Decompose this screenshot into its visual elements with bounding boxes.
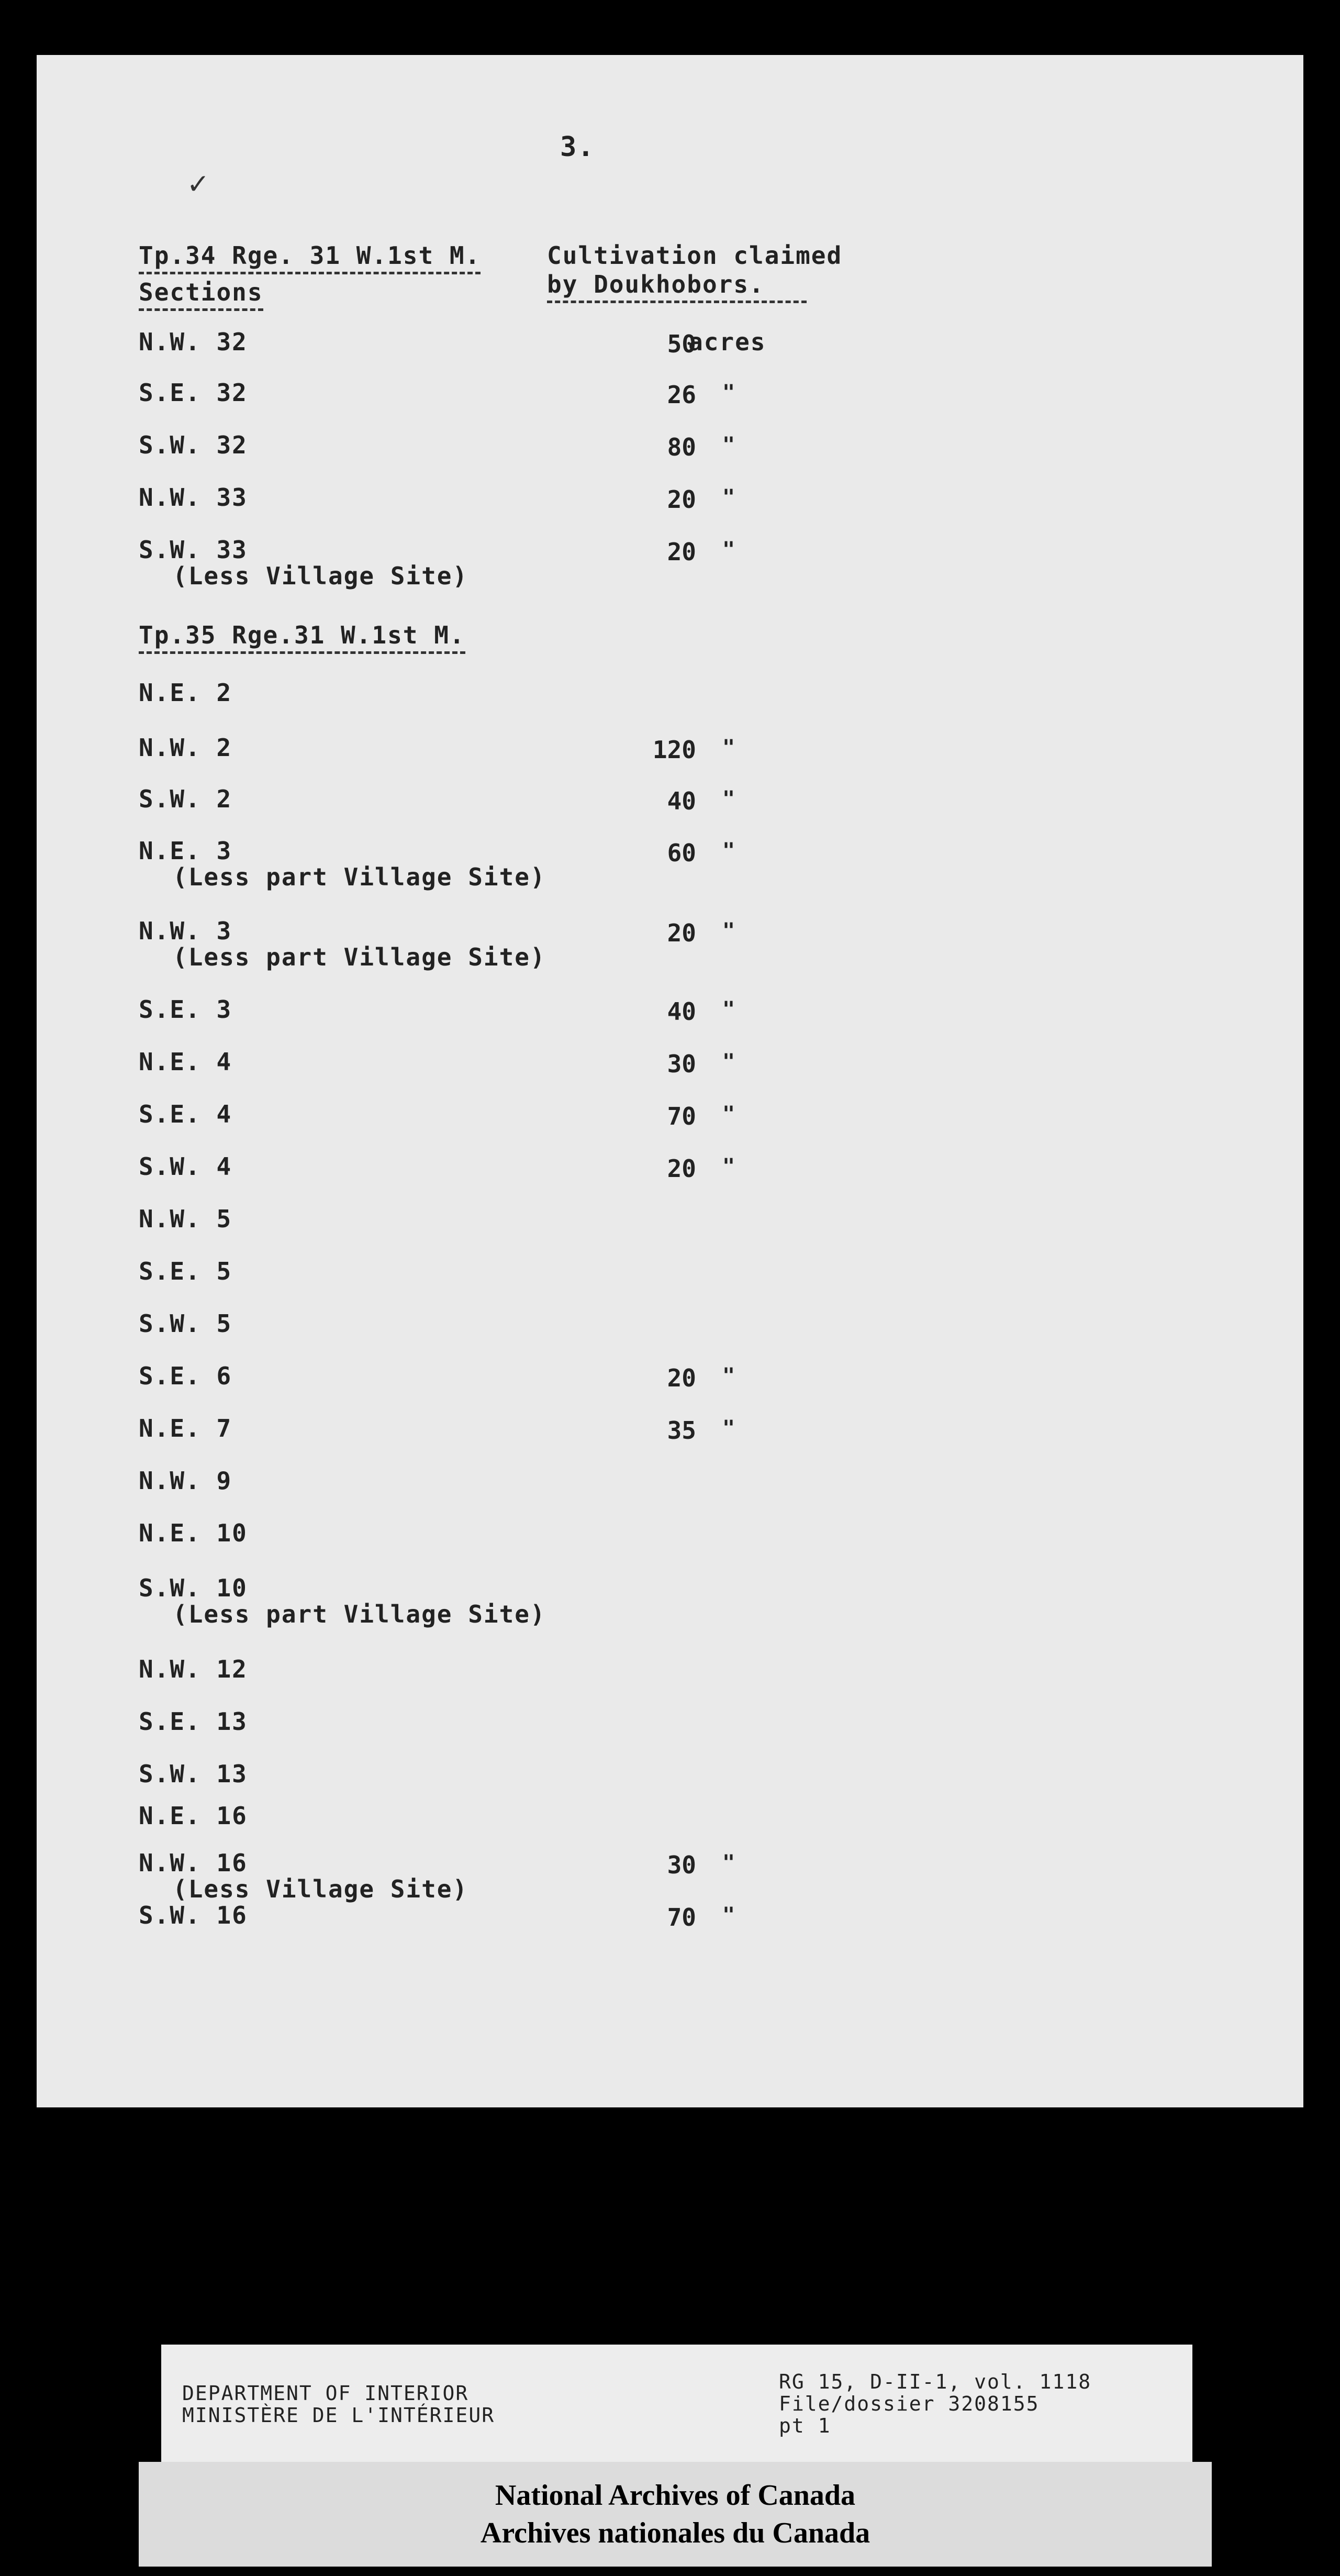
part-number: pt 1 [779,2414,831,2437]
cultivated-acres: 50 [667,330,696,358]
cultivated-acres: 80 [667,433,696,461]
section-label: N.E. 2 [139,679,232,707]
document-page [37,55,1303,2107]
section-label: S.E. 32 [139,379,248,407]
cultivated-acres: 30 [667,1851,696,1879]
column-header-cultivation: Cultivation claimed [547,241,843,270]
column-header-sections: Sections [139,280,263,311]
section-label: S.W. 4 [139,1152,232,1181]
section-label: N.E. 10 [139,1519,248,1547]
section-label: S.E. 6 [139,1362,232,1390]
section-label: N.W. 16 [139,1849,248,1877]
check-mark-icon: ✓ [188,165,208,202]
section-note: (Less Village Site) [173,1875,468,1903]
section-label: N.E. 7 [139,1414,232,1442]
column-header-doukhobors: by Doukhobors. [547,272,807,303]
department-fr: MINISTÈRE DE L'INTÉRIEUR [182,2404,495,2427]
section-label: N.W. 9 [139,1467,232,1495]
cultivated-acres: 26 [667,381,696,409]
cultivated-acres: 20 [667,485,696,514]
section-label: S.W. 32 [139,431,248,459]
cultivated-acres: 20 [667,538,696,566]
ditto-mark: " [722,736,735,760]
section-label: S.E. 5 [139,1257,232,1285]
section-label: N.W. 12 [139,1655,248,1683]
ditto-mark: " [722,839,735,863]
ditto-mark: " [722,787,735,811]
cultivated-acres: 35 [667,1416,696,1445]
record-group: RG 15, D-II-1, vol. 1118 [779,2370,1092,2393]
section-label: N.W. 33 [139,483,248,512]
ditto-mark: " [722,1102,735,1126]
ditto-mark: " [722,1416,735,1440]
section-label: N.E. 3 [139,837,232,865]
archives-banner [139,2462,1212,2567]
cultivated-acres: 30 [667,1050,696,1078]
section-label: S.W. 10 [139,1574,248,1602]
archive-label [161,2345,1192,2469]
archives-name-fr: Archives nationales du Canada [480,2517,870,2549]
ditto-mark: " [722,381,735,405]
section-note: (Less Village Site) [173,562,468,590]
unit-label: acres [688,328,766,356]
township-heading-34: Tp.34 Rge. 31 W.1st M. [139,243,481,274]
ditto-mark: " [722,1903,735,1927]
section-label: S.W. 16 [139,1901,248,1929]
archives-name-en: National Archives of Canada [495,2479,856,2512]
section-label: N.W. 3 [139,917,232,945]
page-number: 3. [560,131,595,163]
cultivated-acres: 20 [667,1364,696,1392]
section-label: S.W. 2 [139,785,232,813]
section-label: N.W. 5 [139,1205,232,1233]
ditto-mark: " [722,1154,735,1179]
ditto-mark: " [722,1364,735,1388]
section-note: (Less part Village Site) [173,863,546,891]
section-label: N.E. 4 [139,1048,232,1076]
cultivated-acres: 20 [667,919,696,947]
file-dossier: File/dossier 3208155 [779,2392,1040,2415]
ditto-mark: " [722,1050,735,1074]
section-label: S.W. 13 [139,1760,248,1788]
ditto-mark: " [722,1851,735,1875]
cultivated-acres: 40 [667,787,696,815]
cultivated-acres: 120 [652,736,696,764]
ditto-mark: " [722,538,735,562]
department-en: DEPARTMENT OF INTERIOR [182,2382,469,2405]
section-note: (Less part Village Site) [173,1600,546,1628]
cultivated-acres: 60 [667,839,696,867]
section-label: S.E. 4 [139,1100,232,1128]
section-label: S.E. 3 [139,995,232,1024]
cultivated-acres: 70 [667,1102,696,1130]
section-label: S.W. 5 [139,1309,232,1338]
ditto-mark: " [722,997,735,1021]
township-heading-35: Tp.35 Rge.31 W.1st M. [139,623,465,654]
ditto-mark: " [722,485,735,509]
cultivated-acres: 70 [667,1903,696,1931]
ditto-mark: " [722,919,735,943]
section-note: (Less part Village Site) [173,943,546,971]
cultivated-acres: 20 [667,1154,696,1183]
section-label: S.W. 33 [139,536,248,564]
section-label: N.E. 16 [139,1802,248,1830]
section-label: S.E. 13 [139,1707,248,1736]
section-label: N.W. 2 [139,734,232,762]
cultivated-acres: 40 [667,997,696,1026]
section-label: N.W. 32 [139,328,248,356]
ditto-mark: " [722,433,735,457]
